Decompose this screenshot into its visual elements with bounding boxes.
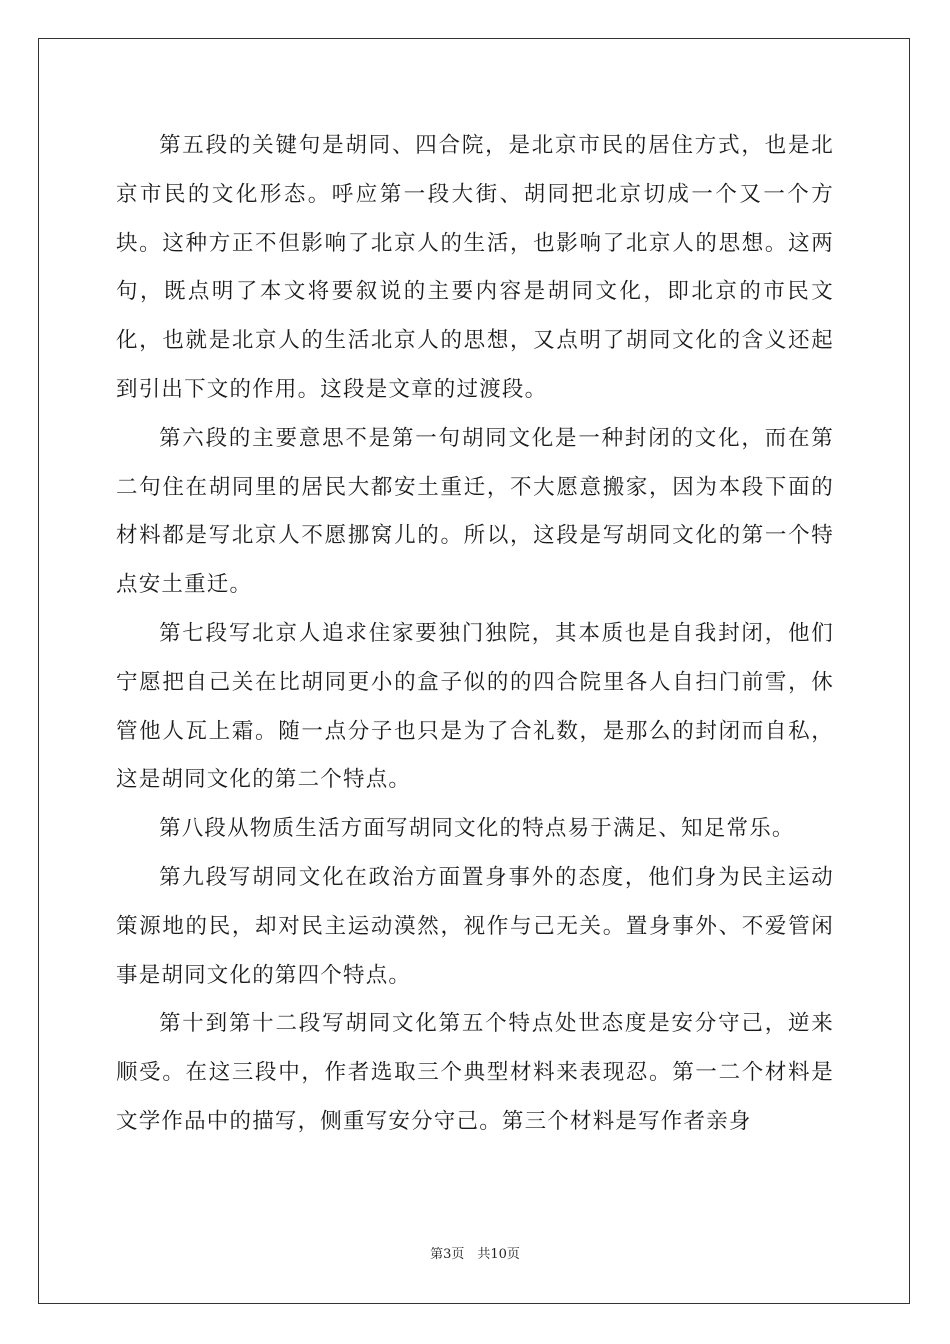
paragraph-10-12: 第十到第十二段写胡同文化第五个特点处世态度是安分守己，逆来顺受。在这三段中，作者选取三个典型材料来表现忍。第一二个材料是文学作品中的描写，侧重写安分守己。第三个材料是写作者亲身 [116,1011,834,1134]
document-body [116,122,834,1147]
page-number-footer: 第3页 共10页 [430,1247,520,1262]
paragraph-6: 第六段的主要意思不是第一句胡同文化是一种封闭的文化，而在第二句住在胡同里的居民大都安土重迁，不大愿意搬家，因为本段下面的材料都是写北京人不愿挪窝儿的。所以，这段是写胡同文化的第一个特点安土重迁。 [116,425,834,598]
paragraph-7: 第七段写北京人追求住家要独门独院，其本质也是自我封闭，他们宁愿把自己关在比胡同更小的盒子似的的四合院里各人自扫门前雪，休管他人瓦上霜。随一点分子也只是为了合礼数，是那么的封闭而自私，这是胡同文化的第二个特点。 [116,620,834,793]
paragraph-5: 第五段的关键句是胡同、四合院，是北京市民的居住方式，也是北京市民的文化形态。呼应第一段大街、胡同把北京切成一个又一个方块。这种方正不但影响了北京人的生活，也影响了北京人的思想。这两句，既点明了本文将要叙说的主要内容是胡同文化，即北京的市民文化，也就是北京人的生活北京人的思想，又点明了胡同文化的含义还起到引出下文的作用。这段是文章的过渡段。 [116,133,834,402]
paragraph-9: 第九段写胡同文化在政治方面置身事外的态度，他们身为民主运动策源地的民，却对民主运动漠然，视作与己无关。置身事外、不爱管闲事是胡同文化的第四个特点。 [116,864,834,988]
paragraph-8: 第八段从物质生活方面写胡同文化的特点易于满足、知足常乐。 [159,816,795,842]
